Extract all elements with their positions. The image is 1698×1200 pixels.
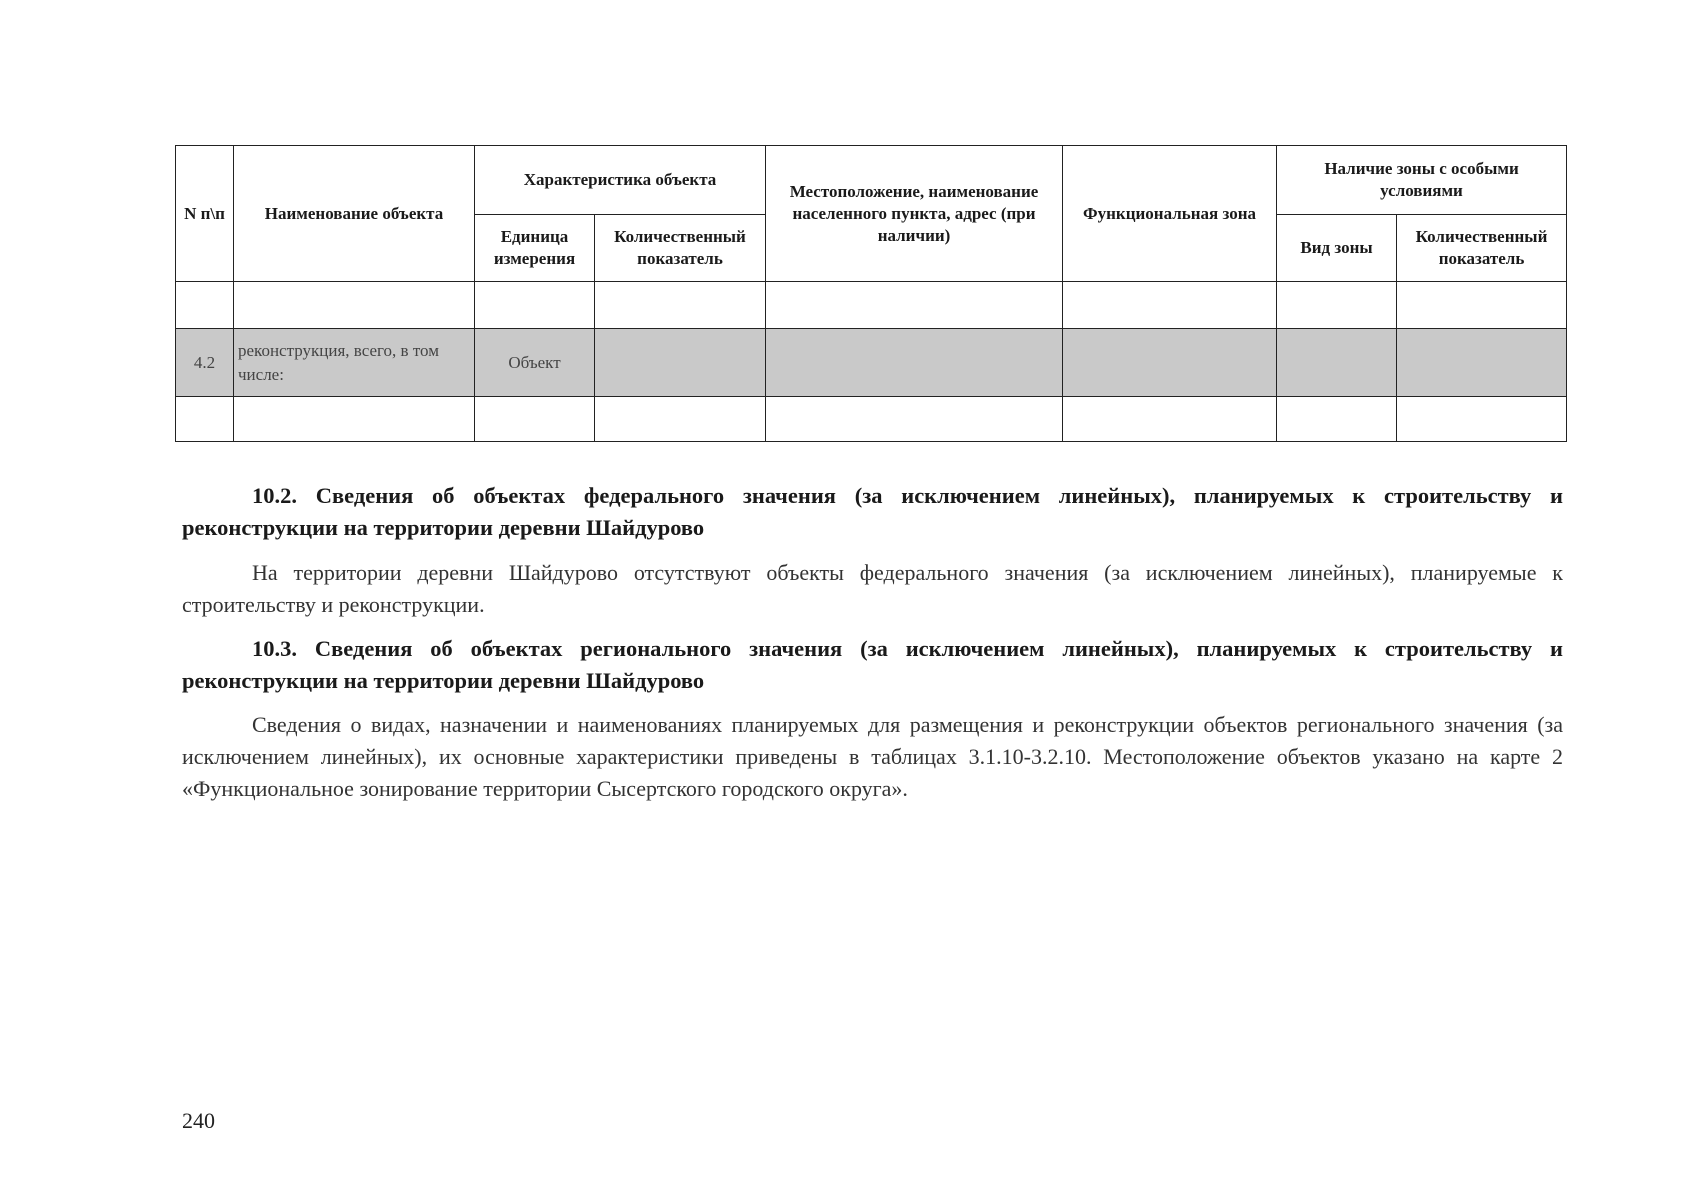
cell-zone-type xyxy=(1277,282,1397,329)
cell-quantity xyxy=(595,397,766,442)
cell-name xyxy=(234,282,475,329)
header-number: N п\п xyxy=(176,146,234,282)
cell-zone-quantity xyxy=(1397,397,1567,442)
table-row xyxy=(176,397,1567,442)
section-paragraph-10-2: На территории деревни Шайдурово отсутствуют объекты федерального значения (за исключением линейных), планируемые к строительству и реконструкции. xyxy=(182,560,1563,617)
cell-unit xyxy=(475,397,595,442)
cell-functional-zone xyxy=(1063,282,1277,329)
cell-zone-quantity xyxy=(1397,282,1567,329)
section-heading-10-2: 10.2. Сведения об объектах федерального значения (за исключением линейных), планируемых к строительству и реконструкции на территории деревни Шайдурово xyxy=(182,483,1563,540)
cell-number: 4.2 xyxy=(176,329,234,397)
cell-number xyxy=(176,282,234,329)
table-row xyxy=(176,282,1567,329)
objects-table xyxy=(175,145,1567,442)
table-row-highlighted xyxy=(176,329,1567,397)
cell-zone-type xyxy=(1277,329,1397,397)
cell-functional-zone xyxy=(1063,397,1277,442)
header-unit: Единица измерения xyxy=(475,215,595,282)
header-zone-quantity: Количественный показатель xyxy=(1397,215,1567,282)
cell-zone-quantity xyxy=(1397,329,1567,397)
cell-location xyxy=(766,282,1063,329)
page-number: 240 xyxy=(182,1108,215,1133)
cell-quantity xyxy=(595,282,766,329)
cell-number xyxy=(176,397,234,442)
header-location: Местоположение, наименование населенного пункта, адрес (при наличии) xyxy=(766,146,1063,282)
header-name: Наименование объекта xyxy=(234,146,475,282)
cell-quantity xyxy=(595,329,766,397)
cell-name xyxy=(234,397,475,442)
section-paragraph-10-3: Сведения о видах, назначении и наименованиях планируемых для размещения и реконструкции объектов регионального значения (за исключением линейных), их основные характеристики приведены в таблицах 3.1.10-3.2.10. Местоположение объектов указано на карте 2 «Функциональное зонирование территории Сысертского городского округа». xyxy=(182,712,1563,801)
header-special-zone: Наличие зоны с особыми условиями xyxy=(1277,146,1567,215)
cell-location xyxy=(766,329,1063,397)
header-zone-type: Вид зоны xyxy=(1277,215,1397,282)
cell-location xyxy=(766,397,1063,442)
cell-unit: Объект xyxy=(475,329,595,397)
header-characteristics: Характеристика объекта xyxy=(475,146,766,215)
section-heading-10-3: 10.3. Сведения об объектах регионального значения (за исключением линейных), планируемых к строительству и реконструкции на территории деревни Шайдурово xyxy=(182,636,1563,693)
header-quantity: Количественный показатель xyxy=(595,215,766,282)
header-functional-zone: Функциональная зона xyxy=(1063,146,1277,282)
cell-zone-type xyxy=(1277,397,1397,442)
cell-functional-zone xyxy=(1063,329,1277,397)
cell-unit xyxy=(475,282,595,329)
table-header-row xyxy=(176,146,1567,215)
cell-name: реконструкция, всего, в том числе: xyxy=(234,329,475,397)
